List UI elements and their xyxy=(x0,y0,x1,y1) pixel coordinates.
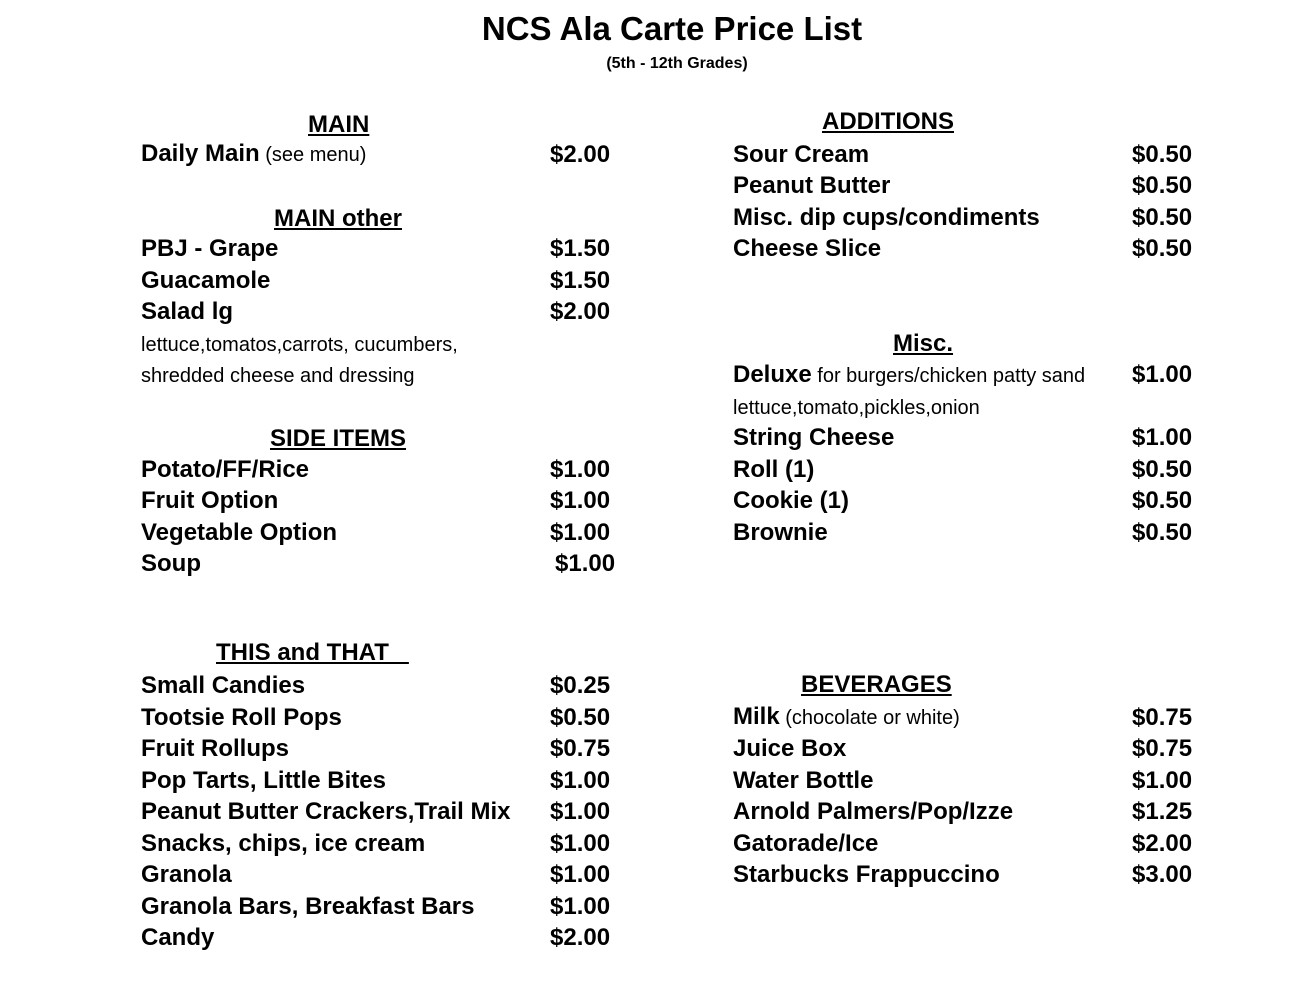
beverage-item-name: Water Bottle xyxy=(733,767,874,794)
this-and-that-item-name: Granola Bars, Breakfast Bars xyxy=(141,893,475,920)
deluxe-item xyxy=(733,361,1085,390)
beverage-item-name: Starbucks Frappuccino xyxy=(733,861,1000,888)
this-and-that-item-price: $2.00 xyxy=(550,924,611,951)
beverage-item-name: Juice Box xyxy=(733,735,847,762)
beverage-item-name: Gatorade/Ice xyxy=(733,830,879,857)
item-name: Milk xyxy=(733,703,780,730)
this-and-that-header: THIS and THAT xyxy=(216,639,409,666)
misc-item-price: $0.50 xyxy=(1132,519,1193,546)
main-other-item-name: PBJ - Grape xyxy=(141,235,279,262)
this-and-that-item-name: Candy xyxy=(141,924,215,951)
main-other-item-price: $1.50 xyxy=(550,235,611,262)
item-note-open: ( xyxy=(259,144,272,166)
misc-item-name: Cookie (1) xyxy=(733,487,850,514)
this-and-that-item-name: Snacks, chips, ice cream xyxy=(141,830,426,857)
addition-item-price: $0.50 xyxy=(1132,172,1193,199)
addition-item-price: $0.50 xyxy=(1132,204,1193,231)
item-note: (chocolate or white) xyxy=(779,707,960,729)
item-name: Deluxe xyxy=(733,361,812,388)
beverage-item-price: $0.75 xyxy=(1132,735,1193,762)
this-and-that-item-price: $1.00 xyxy=(550,861,611,888)
beverage-item-price: $2.00 xyxy=(1132,830,1193,857)
addition-item-name: Cheese Slice xyxy=(733,235,882,262)
addition-item-name: Peanut Butter xyxy=(733,172,891,199)
beverage-item-price: $3.00 xyxy=(1132,861,1193,888)
side-item-price: $1.00 xyxy=(550,519,611,546)
addition-item-name: Misc. dip cups/condiments xyxy=(733,204,1040,231)
main-other-item-price: $1.50 xyxy=(550,267,611,294)
deluxe-description: lettuce,tomato,pickles,onion xyxy=(733,397,980,419)
beverage-item-price: $1.25 xyxy=(1132,798,1193,825)
this-and-that-item-price: $1.00 xyxy=(550,830,611,857)
misc-item-name: String Cheese xyxy=(733,424,895,451)
beverage-item-name: Arnold Palmers/Pop/Izze xyxy=(733,798,1014,825)
main-header: MAIN xyxy=(308,111,370,138)
item-note: see menu) xyxy=(271,144,367,166)
side-item-name: Fruit Option xyxy=(141,487,279,514)
main-other-header: MAIN other xyxy=(274,205,402,232)
misc-item-price: $0.50 xyxy=(1132,487,1193,514)
page-subtitle: (5th - 12th Grades) xyxy=(606,55,748,72)
side-item-name: Soup xyxy=(141,550,201,577)
misc-item-price: $0.50 xyxy=(1132,456,1193,483)
misc-item-name: Brownie xyxy=(733,519,828,546)
page-title: NCS Ala Carte Price List xyxy=(481,10,863,47)
additions-header: ADDITIONS xyxy=(822,108,954,135)
salad-description-line-1: lettuce,tomatos,carrots, cucumbers, xyxy=(141,334,458,356)
daily-main-item xyxy=(141,140,366,169)
this-and-that-item-name: Small Candies xyxy=(141,672,306,699)
side-item-name: Vegetable Option xyxy=(141,519,338,546)
this-and-that-item-price: $1.00 xyxy=(550,767,611,794)
main-other-item-price: $2.00 xyxy=(550,298,611,325)
this-and-that-item-name: Fruit Rollups xyxy=(141,735,289,762)
side-item-price: $1.00 xyxy=(555,550,616,577)
beverage-item-price: $1.00 xyxy=(1132,767,1193,794)
addition-item-price: $0.50 xyxy=(1132,141,1193,168)
this-and-that-item-price: $0.50 xyxy=(550,704,611,731)
this-and-that-item-name: Granola xyxy=(141,861,232,888)
this-and-that-item-name: Pop Tarts, Little Bites xyxy=(141,767,386,794)
milk-item xyxy=(733,703,960,732)
side-item-name: Potato/FF/Rice xyxy=(141,456,310,483)
item-note: for burgers/chicken patty sand xyxy=(811,365,1086,387)
addition-item-price: $0.50 xyxy=(1132,235,1193,262)
deluxe-price: $1.00 xyxy=(1132,361,1193,388)
this-and-that-item-price: $1.00 xyxy=(550,893,611,920)
addition-item-name: Sour Cream xyxy=(733,141,870,168)
milk-price: $0.75 xyxy=(1132,704,1193,731)
salad-description-line-2: shredded cheese and dressing xyxy=(141,365,415,387)
main-other-item-name: Salad lg xyxy=(141,298,234,325)
this-and-that-item-price: $0.25 xyxy=(550,672,611,699)
misc-item-price: $1.00 xyxy=(1132,424,1193,451)
daily-main-price: $2.00 xyxy=(550,141,611,168)
beverages-header: BEVERAGES xyxy=(801,671,952,698)
main-other-item-name: Guacamole xyxy=(141,267,271,294)
side-item-price: $1.00 xyxy=(550,487,611,514)
side-item-price: $1.00 xyxy=(550,456,611,483)
item-name: Daily Main xyxy=(141,140,260,167)
this-and-that-item-name: Peanut Butter Crackers,Trail Mix xyxy=(141,798,511,825)
misc-item-name: Roll (1) xyxy=(733,456,815,483)
this-and-that-item-price: $1.00 xyxy=(550,798,611,825)
this-and-that-item-name: Tootsie Roll Pops xyxy=(141,704,342,731)
misc-header: Misc. xyxy=(893,330,954,357)
this-and-that-item-price: $0.75 xyxy=(550,735,611,762)
side-items-header: SIDE ITEMS xyxy=(270,425,407,452)
